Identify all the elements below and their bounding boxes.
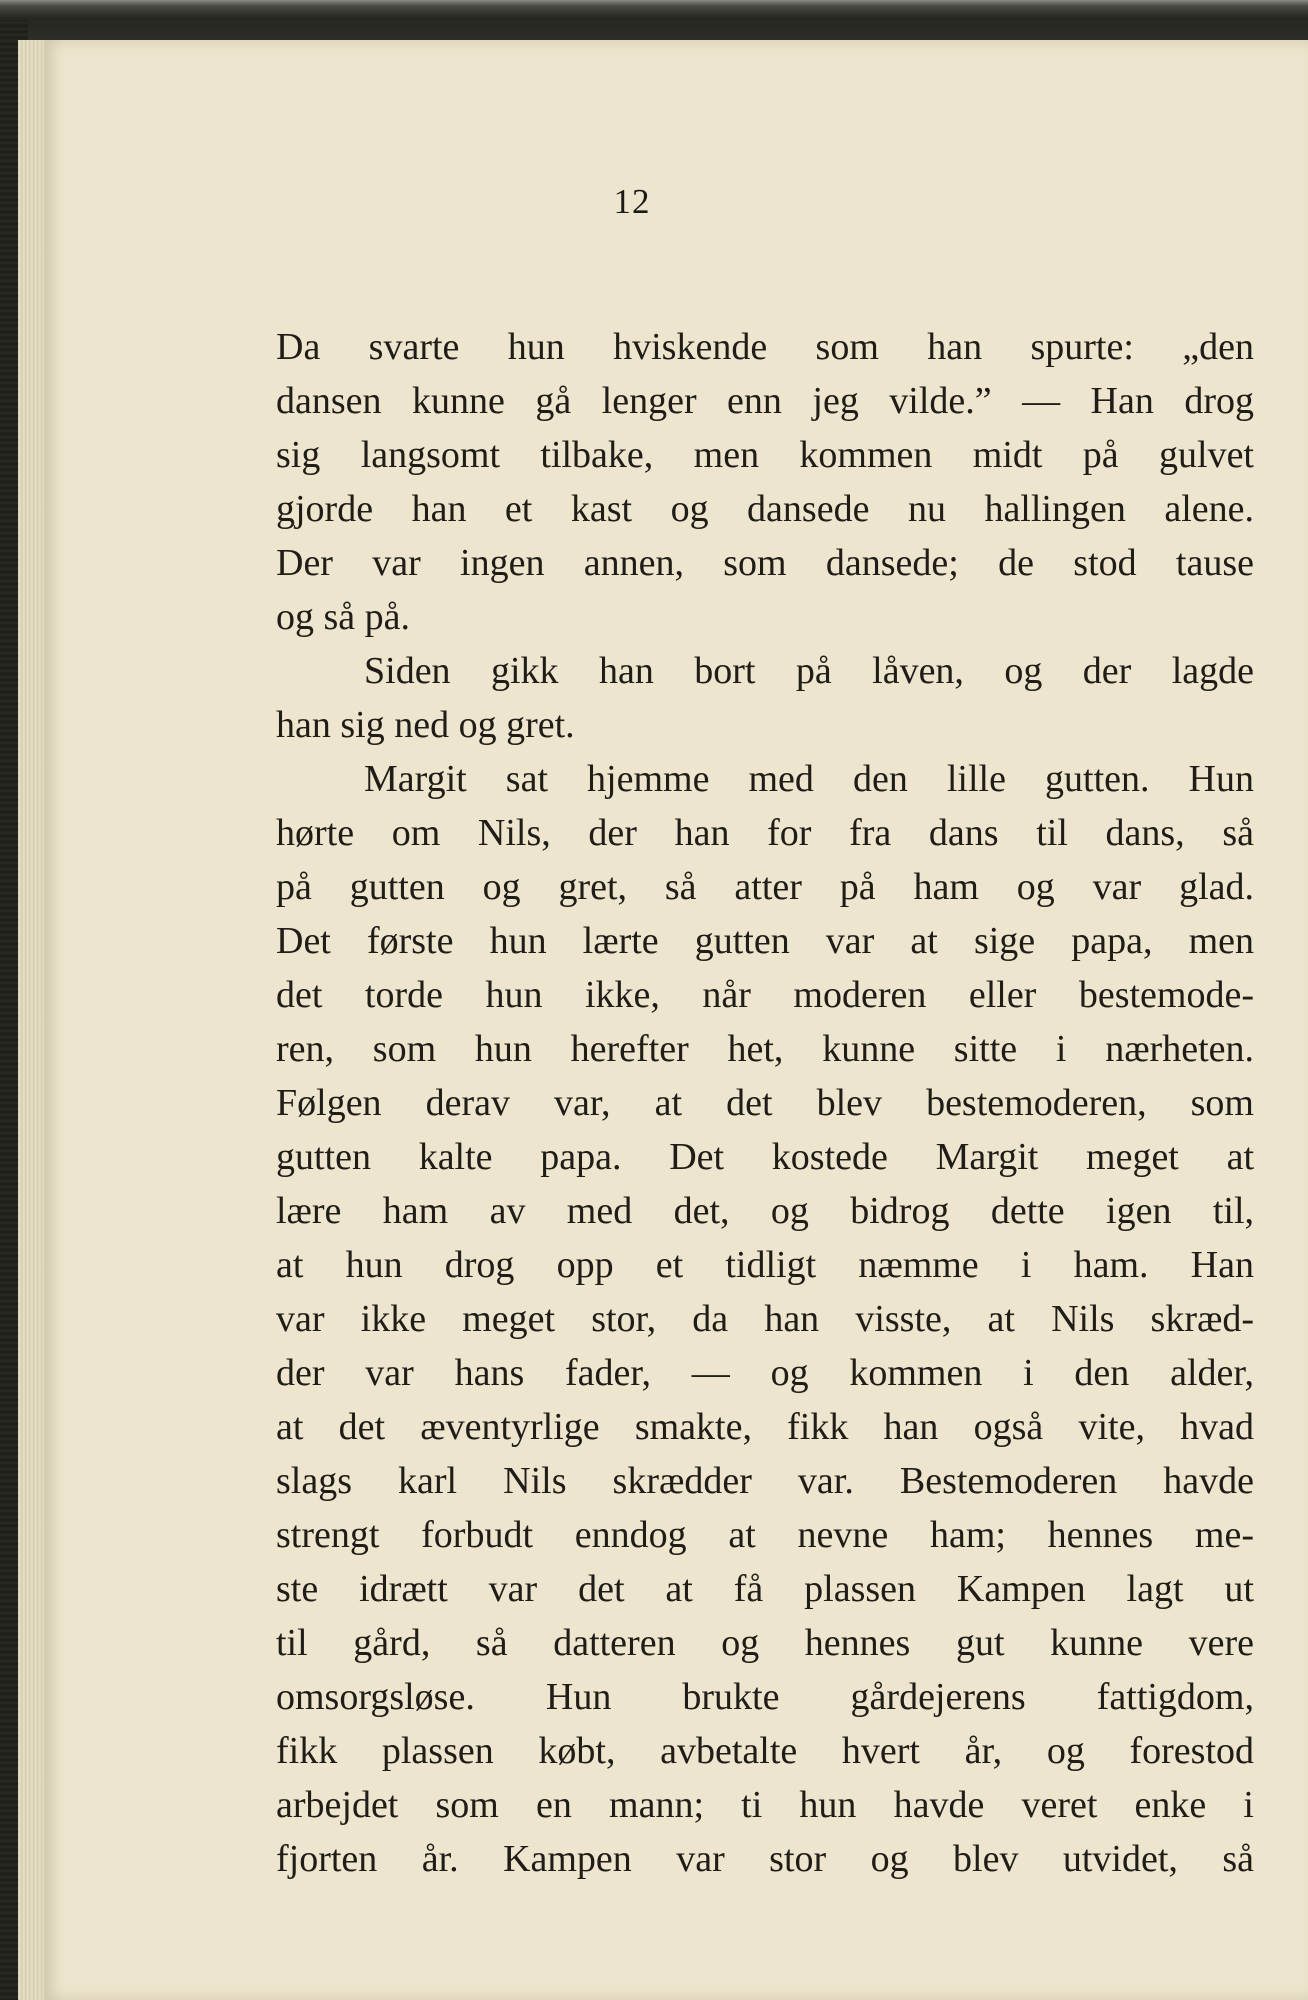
text-line: fjorten år. Kampen var stor og blev utvidet, så	[276, 1838, 1254, 1880]
text-line: hørte om Nils, der han for fra dans til dans, så	[276, 812, 1254, 854]
text-line-paragraph-start: Margit sat hjemme med den lille gutten. Hun	[364, 758, 1254, 800]
text-line: til gård, så datteren og hennes gut kunne vere	[276, 1622, 1254, 1664]
book-page	[44, 40, 1308, 2000]
text-line: på gutten og gret, så atter på ham og var glad.	[276, 866, 1254, 908]
text-line: at hun drog opp et tidligt næmme i ham. Han	[276, 1244, 1254, 1286]
text-line: slags karl Nils skrædder var. Bestemoderen havde	[276, 1460, 1254, 1502]
text-line: dansen kunne gå lenger enn jeg vilde.” — Han drog	[276, 380, 1254, 422]
page-number: 12	[613, 182, 651, 221]
text-line: gutten kalte papa. Det kostede Margit meget at	[276, 1136, 1254, 1178]
text-line-paragraph-start: Siden gikk han bort på låven, og der lagde	[364, 650, 1254, 692]
text-line: Der var ingen annen, som dansede; de stod tause	[276, 542, 1254, 584]
text-line: Følgen derav var, at det blev bestemoderen, som	[276, 1082, 1254, 1124]
text-line: fikk plassen købt, avbetalte hvert år, og forestod	[276, 1730, 1254, 1772]
text-line: lære ham av med det, og bidrog dette igen til,	[276, 1190, 1254, 1232]
text-line: Da svarte hun hviskende som han spurte: „den	[276, 326, 1254, 368]
text-line: sig langsomt tilbake, men kommen midt på gulvet	[276, 434, 1254, 476]
text-line: ste idrætt var det at få plassen Kampen lagt ut	[276, 1568, 1254, 1610]
text-line: det torde hun ikke, når moderen eller bestemode-	[276, 974, 1254, 1016]
body-text	[276, 320, 1254, 1886]
text-line: omsorgsløse. Hun brukte gårdejerens fattigdom,	[276, 1676, 1254, 1718]
text-line: ren, som hun herefter het, kunne sitte i nærheten.	[276, 1028, 1254, 1070]
text-line: Det første hun lærte gutten var at sige papa, men	[276, 920, 1254, 962]
text-line: at det æventyrlige smakte, fikk han også vite, hvad	[276, 1406, 1254, 1448]
text-line: arbejdet som en mann; ti hun havde veret enke i	[276, 1784, 1254, 1826]
text-line: var ikke meget stor, da han visste, at Nils skræd-	[276, 1298, 1254, 1340]
text-line: strengt forbudt enndog at nevne ham; hennes me-	[276, 1514, 1254, 1556]
text-line: der var hans fader, — og kommen i den alder,	[276, 1352, 1254, 1394]
text-line-paragraph-end: han sig ned og gret.	[276, 704, 575, 746]
text-line: gjorde han et kast og dansede nu hallingen alene.	[276, 488, 1254, 530]
text-line-paragraph-end: og så på.	[276, 596, 411, 638]
